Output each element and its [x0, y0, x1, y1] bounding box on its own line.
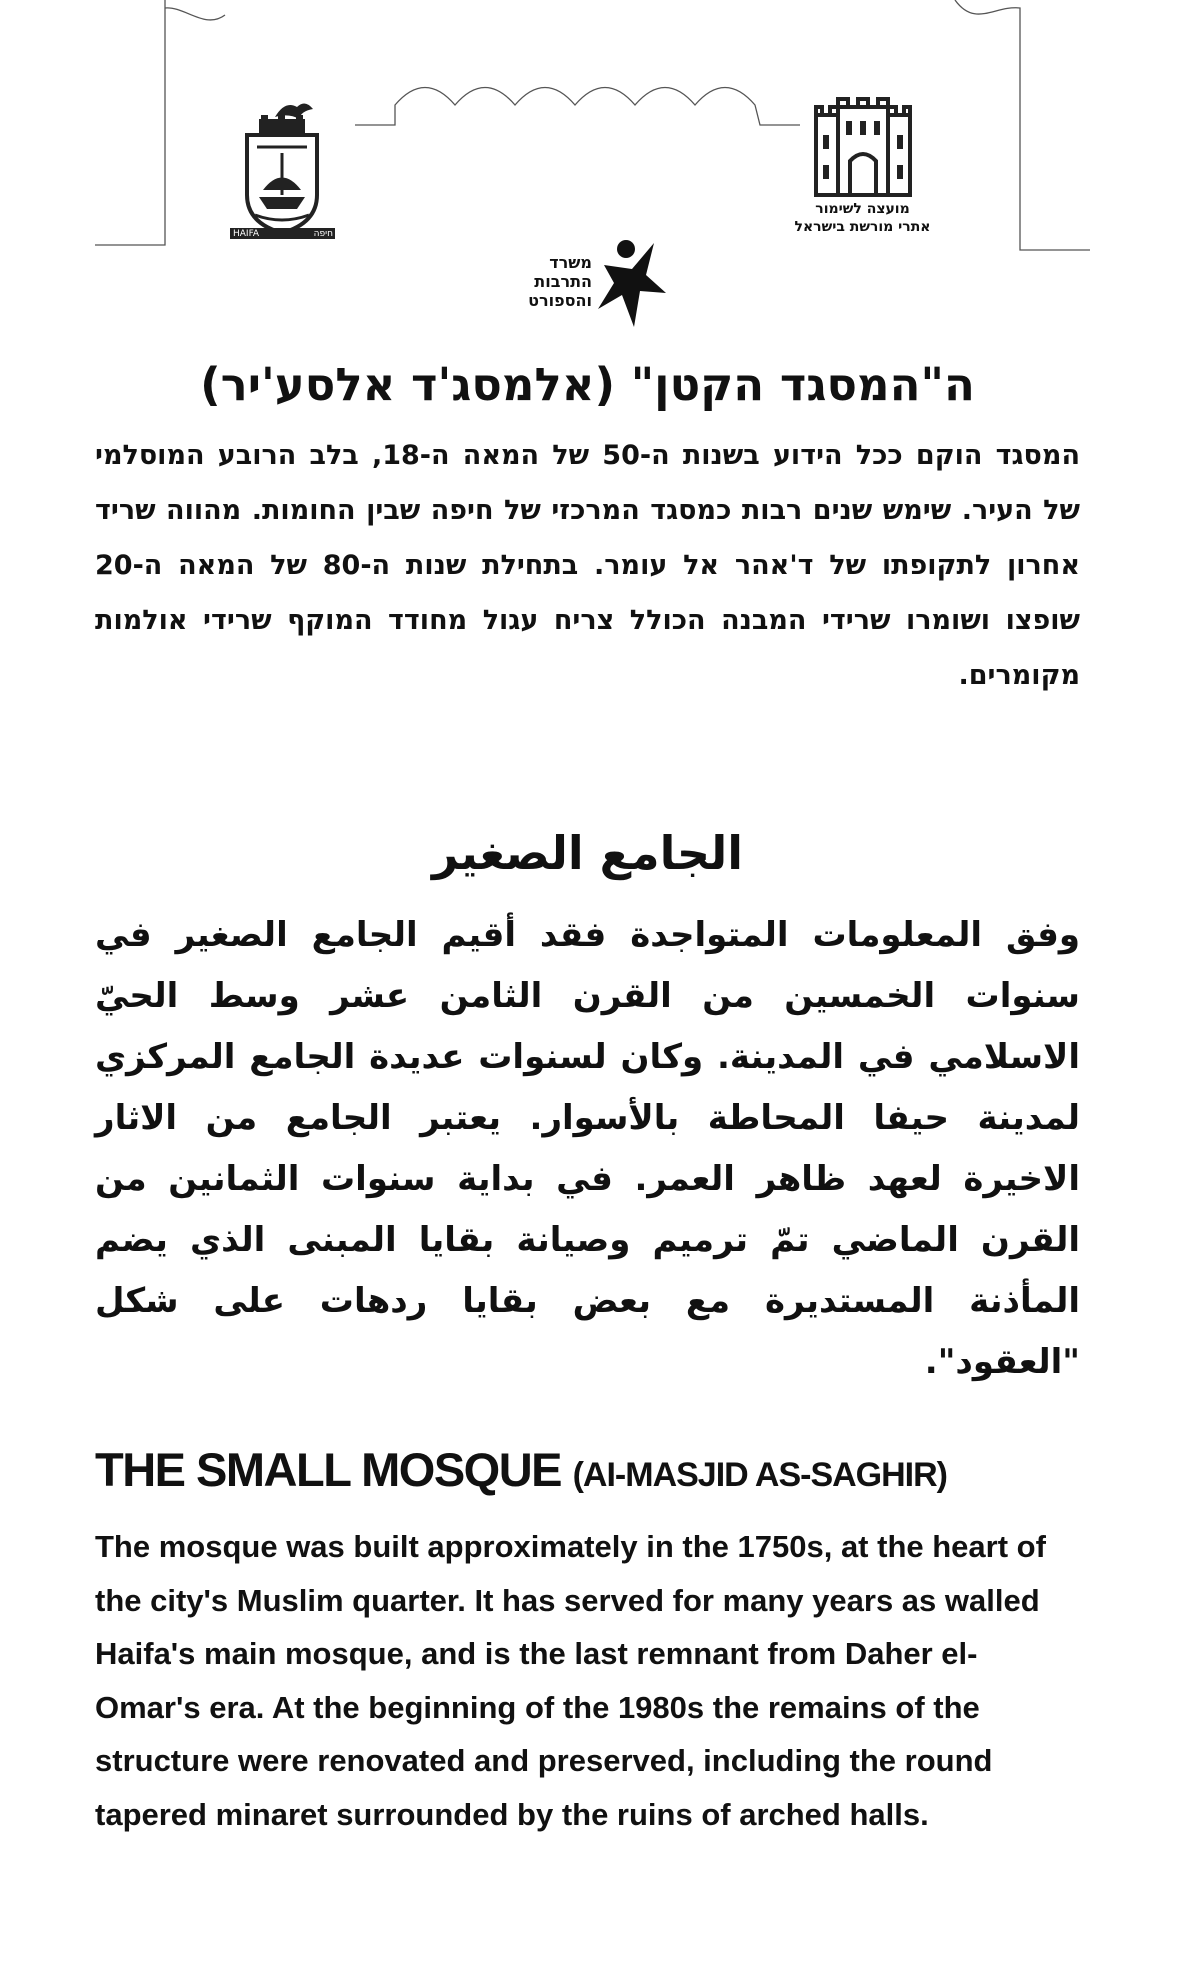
- english-subtitle: (AI-MASJID AS-SAGHIR): [572, 1456, 948, 1494]
- haifa-logo-label-en: HAIFA: [233, 229, 260, 239]
- council-line-1: מועצה לשימור: [815, 201, 910, 217]
- arabic-title: الجامع الصغير: [431, 826, 744, 880]
- castle-gate-icon: [808, 95, 918, 200]
- hebrew-title: ה"המסגד הקטן" (אלמסג'ד אלסע'יר): [200, 358, 975, 411]
- arabic-body: وفق المعلومات المتواجدة فقد أقيم الجامع الصغير في سنوات الخمسين من القرن الثامن عشر وسط الحيّ الاسلامي في المدينة. وكان لسنوات عديدة الجامع المركزي لمدينة حيفا المحاطة بالأسوار. يعتبر الجامع من الاثار الاخيرة لعهد ظاهر العمر. في بداية سنوات الثمانين من القرن الماضي تمّ ترميم وصيانة بقايا المبنى الذي يضم المأذنة المستديرة مع بعض بقايا ردهات على شكل "العقود".: [95, 915, 1080, 1382]
- ministry-culture-logo: [510, 235, 670, 335]
- english-title-block: [95, 1440, 1080, 1505]
- hebrew-body: המסגד הוקם ככל הידוע בשנות ה-50 של המאה ה-18, בלב הרובע המוסלמי של העיר. שימש שנים רבות כמסגד המרכזי של חיפה שבין החומות. מהווה שריד אחרון לתקופתו של ד'אהר אל עומר. בתחילת שנות ה-80 של המאה ה-20 שופצו ושומרו שרידי המבנה הכולל צריח עגול מחודד המוקף שרידי אולמות מקומרים.: [95, 440, 1080, 691]
- ministry-star-icon: [596, 235, 668, 331]
- english-body: The mosque was built approximately in the 1750s, at the heart of the city's Muslim quarter. It has served for many years as walled Haifa's main mosque, and is the last remnant from Daher el-Omar's era. At the beginning of the 1980s the remains of the structure were renovated and preserved, including the round tapered minaret surrounded by the ruins of arched halls.: [95, 1529, 1046, 1832]
- english-title: THE SMALL MOSQUE: [95, 1443, 562, 1496]
- ministry-line-3: והספורט: [528, 291, 592, 310]
- haifa-emblem-logo: [225, 95, 340, 245]
- ministry-line-2: התרבות: [534, 272, 592, 291]
- heritage-council-logo: [770, 95, 955, 245]
- gate-outline-decoration: [0, 0, 1187, 270]
- ministry-line-1: משרד: [549, 253, 592, 272]
- haifa-crest-icon: [225, 95, 340, 245]
- haifa-logo-label-he: חיפה: [313, 229, 333, 239]
- council-line-2: אתרי מורשת בישראל: [794, 219, 931, 235]
